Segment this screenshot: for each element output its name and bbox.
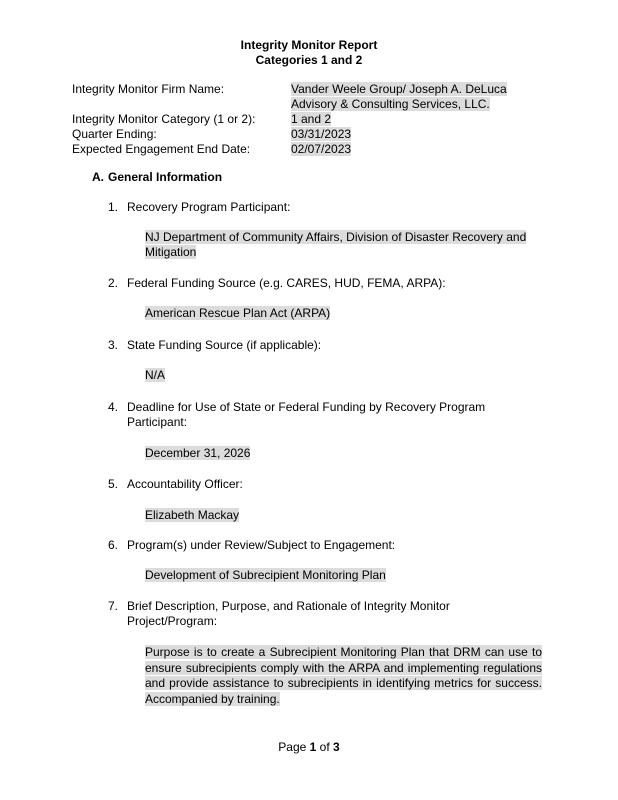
category-value: 1 and 2 <box>291 112 332 126</box>
question-7 <box>108 599 528 629</box>
answer-2 <box>145 306 543 321</box>
question-text: Recovery Program Participant: <box>127 200 291 214</box>
answer-text: Development of Subrecipient Monitoring Plan <box>145 568 386 582</box>
firm-value-line2: Advisory & Consulting Services, LLC. <box>291 97 490 111</box>
question-number: 6. <box>108 538 119 552</box>
firm-value-line1: Vander Weele Group/ Joseph A. DeLuca <box>291 82 507 96</box>
question-5 <box>108 477 528 492</box>
question-4 <box>108 400 528 430</box>
answer-text: N/A <box>145 368 166 382</box>
answer-text: December 31, 2026 <box>145 446 251 460</box>
question-6 <box>108 538 528 553</box>
firm-row <box>72 82 552 112</box>
section-heading <box>92 170 222 185</box>
end-date-row <box>72 142 552 157</box>
question-text: Deadline for Use of State or Federal Funding by Recovery Program Participant: <box>127 400 486 429</box>
report-title: Integrity Monitor Report <box>240 38 378 52</box>
question-text: State Funding Source (if applicable): <box>127 338 322 352</box>
answer-5 <box>145 508 543 523</box>
end-date-value: 02/07/2023 <box>291 142 352 156</box>
answer-text: NJ Department of Community Affairs, Division of Disaster Recovery and Mitigation <box>145 230 527 259</box>
question-3 <box>108 338 528 353</box>
question-2 <box>108 276 528 291</box>
quarter-row <box>72 127 552 142</box>
page-word: Page <box>278 740 307 754</box>
page-total: 3 <box>333 740 340 754</box>
firm-value <box>291 82 521 112</box>
page-number: 1 <box>309 740 317 754</box>
answer-text: Elizabeth Mackay <box>145 508 240 522</box>
question-number: 5. <box>108 477 119 491</box>
answer-text: Purpose is to create a Subrecipient Monitoring Plan that DRM can use to ensure subrecipients comply with the ARPA and implementing regulations and provide assistance to subrecipients in identifying metrics for success. Accompanied by training. <box>145 645 542 706</box>
category-label: Integrity Monitor Category (1 or 2): <box>72 112 256 126</box>
question-1 <box>108 200 528 215</box>
quarter-value: 03/31/2023 <box>291 127 352 141</box>
answer-text: American Rescue Plan Act (ARPA) <box>145 306 331 320</box>
answer-7 <box>145 645 542 707</box>
question-number: 2. <box>108 276 119 290</box>
answer-6 <box>145 568 543 583</box>
report-header <box>0 38 618 68</box>
question-text: Program(s) under Review/Subject to Engagement: <box>127 538 396 552</box>
page-footer <box>0 740 618 755</box>
question-text: Federal Funding Source (e.g. CARES, HUD, FEMA, ARPA): <box>127 276 446 290</box>
question-number: 1. <box>108 200 119 214</box>
category-row <box>72 112 552 127</box>
end-date-label: Expected Engagement End Date: <box>72 142 251 156</box>
quarter-label: Quarter Ending: <box>72 127 157 141</box>
question-number: 4. <box>108 400 119 414</box>
question-number: 7. <box>108 599 119 613</box>
section-letter: A. <box>92 170 104 184</box>
monitor-info-block <box>72 82 552 157</box>
answer-3 <box>145 368 543 383</box>
report-subtitle: Categories 1 and 2 <box>255 53 363 67</box>
answer-4 <box>145 446 543 461</box>
question-text: Brief Description, Purpose, and Rationale of Integrity Monitor Project/Program: <box>127 599 450 628</box>
answer-1 <box>145 230 543 260</box>
question-text: Accountability Officer: <box>127 477 243 491</box>
of-word: of <box>319 740 330 754</box>
section-title: General Information <box>108 170 223 184</box>
question-number: 3. <box>108 338 119 352</box>
firm-label: Integrity Monitor Firm Name: <box>72 82 225 96</box>
